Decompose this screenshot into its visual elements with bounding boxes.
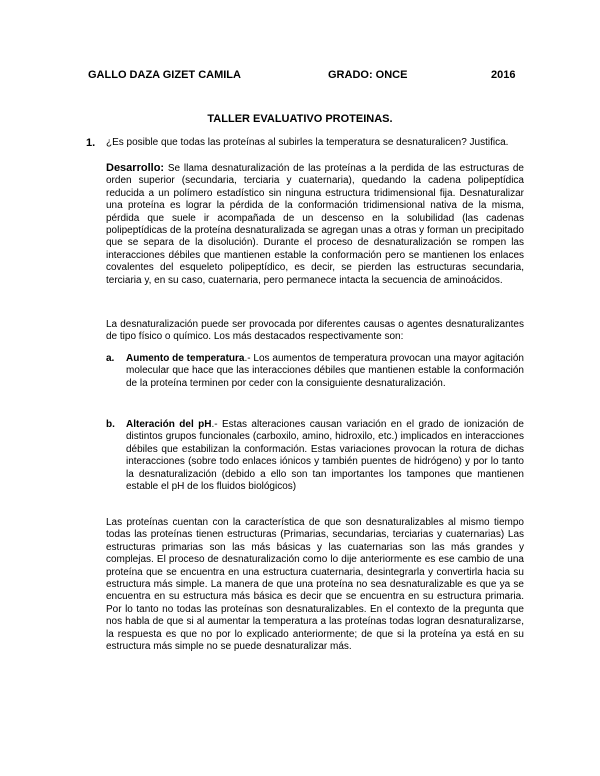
list-item-heading: Aumento de temperatura [126, 353, 245, 364]
development-paragraph [106, 162, 524, 287]
list-marker: a. [106, 353, 115, 364]
conclusion-paragraph: Las proteínas cuentan con la característica de que son desnaturalizables al mismo tiempo todas las proteínas tienen estructuras (Primarias, secundarias, terciarias y cuaternarias) Las estructuras primarias son las más básicas y las cuaternarias son las más grandes y complejas. El proceso de desnaturalización como lo dije anteriormente es ese cambio de una proteína que se encuentra en una estructura cuaternaria, desintegrarla y convertirla hacia su estructura más simple. La manera de que una proteína no sea desnaturalizable es que ya se encuentra en su estructura más básica es decir que se encuentra en su estructura primaria. Por lo tanto no todas las proteínas son desnaturalizables. En el contexto de la pregunta que nos habla de que si al aumentar la temperatura a las proteínas todas logran desnaturalizarse, la respuesta es que no por lo explicado anteriormente; de que si la proteína ya está en su estructura más simple no se puede desnaturalizar más. [106, 517, 524, 653]
list-marker: b. [106, 419, 115, 430]
document-header [88, 69, 518, 85]
development-text: Se llama desnaturalización de las proteínas a la perdida de las estructuras de orden superior (secundaria, terciaria y cuaternaria), quedando la cadena polipeptídica reducida a un polímero estadístico sin ninguna estructura tridimensional fija. Desnaturalizar una proteína es lograr la pérdida de la conformación tridimensional nativa de la misma, pérdida que suele ir acompañada de un descenso en la solubilidad (las cadenas polipeptídicas de la proteína desnaturalizada se agregan unas a otras y forman un precipitado que se separa de la disolución). Durante el proceso de desnaturalización se rompen las interacciones débiles que mantienen estable la conformación pero se mantienen los enlaces covalentes del esqueleto polipeptídico, es decir, se pierden las estructuras secundaria, terciaria y, en su caso, cuaternaria, pero permanece intacta la secuencia de aminoácidos. [106, 163, 524, 286]
list-item-text: .- Estas alteraciones causan variación en el grado de ionización de distintos grupos funcionales (carboxilo, amino, hidroxilo, etc.) implicados en interacciones débiles que estabilizan la conformación. Estas variaciones provocan la rotura de dichas interacciones (sobre todo enlaces iónicos y también puentes de hidrógeno) y por lo tanto la desnaturalización (debido a ello son tan importantes los tampones que mantienen estable el pH de los fluidos biológicos) [126, 419, 524, 493]
year-label: 2016 [491, 69, 516, 81]
causes-intro-paragraph: La desnaturalización puede ser provocada por diferentes causas o agentes desnaturalizantes de tipo físico o químico. Los más destacados respectivamente son: [106, 319, 524, 343]
list-item-heading: Alteración del pH [126, 419, 212, 430]
question-text: ¿Es posible que todas las proteínas al subirles la temperatura se desnaturalicen? Justifica. [106, 137, 509, 148]
list-item-text: .- Los aumentos de temperatura provocan una mayor agitación molecular que hace que las interacciones débiles que mantienen estable la conformación de la proteína terminen por ceder con la consiguiente desnaturalización. [126, 353, 524, 389]
author-name: GALLO DAZA GIZET CAMILA [88, 69, 241, 81]
grade-label: GRADO: ONCE [328, 69, 408, 81]
question-number: 1. [86, 137, 96, 149]
document-title: TALLER EVALUATIVO PROTEINAS. [207, 113, 393, 125]
development-lead: Desarrollo: [106, 162, 165, 174]
